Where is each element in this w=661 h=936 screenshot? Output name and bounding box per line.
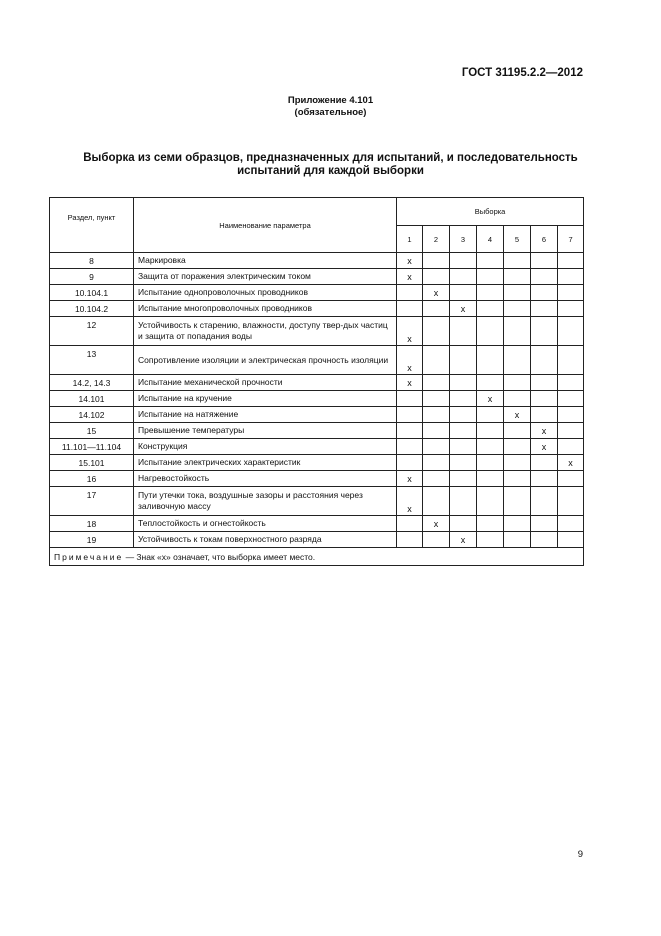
sample-cell	[504, 285, 531, 301]
sample-mark: x	[397, 269, 423, 285]
sample-cell	[531, 301, 558, 317]
sample-cell	[558, 301, 584, 317]
sample-cell	[423, 471, 450, 487]
sample-cell	[531, 317, 558, 346]
standard-designation: ГОСТ 31195.2.2—2012	[461, 67, 583, 79]
sample-cell	[477, 407, 504, 423]
section-cell: 8	[50, 253, 134, 269]
section-cell: 11.101—11.104	[50, 439, 134, 455]
sample-cell	[504, 455, 531, 471]
sample-cell	[531, 516, 558, 532]
header-sample: Выборка	[397, 198, 584, 226]
table-note	[50, 548, 584, 566]
sample-cell	[504, 375, 531, 391]
sample-cell	[558, 253, 584, 269]
sample-cell	[423, 253, 450, 269]
sample-cell	[531, 253, 558, 269]
sample-cell	[531, 471, 558, 487]
note-row	[50, 548, 584, 566]
sample-cell	[397, 532, 423, 548]
table-row	[50, 301, 584, 317]
table-row	[50, 375, 584, 391]
sample-cell	[558, 487, 584, 516]
parameter-cell: Устойчивость к токам поверхностного разряда	[134, 532, 397, 548]
sample-mark: x	[504, 407, 531, 423]
table-row	[50, 285, 584, 301]
header-sample-number: 2	[423, 226, 450, 253]
header-parameter: Наименование параметра	[134, 198, 397, 253]
sample-cell	[397, 439, 423, 455]
sample-cell	[423, 487, 450, 516]
parameter-cell: Маркировка	[134, 253, 397, 269]
sample-cell	[450, 346, 477, 375]
sample-cell	[397, 423, 423, 439]
table-row	[50, 471, 584, 487]
header-section: Раздел, пункт	[50, 198, 134, 253]
sample-cell	[450, 285, 477, 301]
sample-cell	[477, 269, 504, 285]
samples-table	[49, 197, 584, 566]
sample-cell	[477, 516, 504, 532]
section-cell: 12	[50, 317, 134, 346]
sample-cell	[477, 346, 504, 375]
parameter-cell: Испытание на натяжение	[134, 407, 397, 423]
sample-mark: x	[423, 285, 450, 301]
parameter-cell: Испытание многопроволочных проводников	[134, 301, 397, 317]
table-row	[50, 516, 584, 532]
sample-cell	[531, 269, 558, 285]
section-cell: 15	[50, 423, 134, 439]
section-cell: 17	[50, 487, 134, 516]
sample-cell	[504, 269, 531, 285]
sample-cell	[477, 375, 504, 391]
sample-cell	[450, 375, 477, 391]
sample-cell	[504, 487, 531, 516]
sample-cell	[477, 532, 504, 548]
sample-mark: x	[450, 301, 477, 317]
sample-cell	[477, 455, 504, 471]
table-row	[50, 346, 584, 375]
sample-cell	[477, 487, 504, 516]
note-label: Примечание	[54, 551, 124, 562]
sample-cell	[477, 471, 504, 487]
sample-cell	[504, 346, 531, 375]
table-row	[50, 317, 584, 346]
parameter-cell: Испытание однопроволочных проводников	[134, 285, 397, 301]
sample-cell	[477, 423, 504, 439]
sample-cell	[531, 375, 558, 391]
sample-cell	[558, 516, 584, 532]
parameter-cell: Испытание электрических характеристик	[134, 455, 397, 471]
sample-mark: x	[477, 391, 504, 407]
sample-cell	[423, 391, 450, 407]
table-row	[50, 439, 584, 455]
sample-cell	[504, 253, 531, 269]
table-row	[50, 455, 584, 471]
sample-cell	[504, 471, 531, 487]
sample-cell	[423, 455, 450, 471]
sample-cell	[558, 423, 584, 439]
table-row	[50, 487, 584, 516]
section-cell: 14.2, 14.3	[50, 375, 134, 391]
note-text: — Знак «х» означает, что выборка имеет место.	[123, 551, 316, 562]
sample-cell	[450, 471, 477, 487]
sample-mark: x	[397, 253, 423, 269]
section-cell: 19	[50, 532, 134, 548]
sample-cell	[423, 423, 450, 439]
table-row	[50, 407, 584, 423]
sample-cell	[423, 317, 450, 346]
table-row	[50, 253, 584, 269]
parameter-cell: Конструкция	[134, 439, 397, 455]
table-row	[50, 423, 584, 439]
sample-cell	[531, 407, 558, 423]
sample-cell	[423, 532, 450, 548]
sample-cell	[450, 317, 477, 346]
header-sample-number: 3	[450, 226, 477, 253]
section-cell: 9	[50, 269, 134, 285]
sample-cell	[397, 285, 423, 301]
sample-mark: x	[531, 423, 558, 439]
parameter-cell: Устойчивость к старению, влажности, доступу твер-дых частиц и защита от попадания воды	[134, 317, 397, 346]
sample-cell	[504, 532, 531, 548]
sample-cell	[397, 407, 423, 423]
sample-cell	[450, 516, 477, 532]
sample-cell	[531, 487, 558, 516]
section-cell: 10.104.1	[50, 285, 134, 301]
section-cell: 18	[50, 516, 134, 532]
document-title	[0, 152, 661, 178]
header-sample-number: 6	[531, 226, 558, 253]
sample-cell	[423, 301, 450, 317]
sample-cell	[397, 455, 423, 471]
table-row	[50, 532, 584, 548]
parameter-cell: Защита от поражения электрическим током	[134, 269, 397, 285]
sample-cell	[558, 346, 584, 375]
sample-cell	[504, 317, 531, 346]
parameter-cell: Пути утечки тока, воздушные зазоры и расстояния через заливочную массу	[134, 487, 397, 516]
table-row	[50, 391, 584, 407]
sample-cell	[558, 269, 584, 285]
sample-cell	[450, 407, 477, 423]
sample-cell	[558, 391, 584, 407]
title-line-2: испытаний для каждой выборки	[237, 165, 424, 177]
title-line-1: Выборка из семи образцов, предназначенных для испытаний, и последовательность	[83, 152, 578, 164]
section-cell: 14.102	[50, 407, 134, 423]
sample-mark: x	[397, 487, 423, 516]
sample-cell	[558, 471, 584, 487]
section-cell: 16	[50, 471, 134, 487]
sample-cell	[558, 407, 584, 423]
sample-cell	[450, 253, 477, 269]
sample-cell	[504, 423, 531, 439]
sample-cell	[397, 516, 423, 532]
sample-mark: x	[397, 471, 423, 487]
sample-cell	[397, 301, 423, 317]
section-cell: 10.104.2	[50, 301, 134, 317]
sample-cell	[504, 439, 531, 455]
sample-cell	[450, 391, 477, 407]
sample-cell	[558, 439, 584, 455]
annex-status: (обязательное)	[294, 107, 367, 118]
sample-cell	[477, 253, 504, 269]
page-number: 9	[577, 849, 583, 860]
sample-cell	[450, 439, 477, 455]
parameter-cell: Испытание механической прочности	[134, 375, 397, 391]
sample-cell	[450, 487, 477, 516]
header-sample-number: 1	[397, 226, 423, 253]
sample-cell	[423, 346, 450, 375]
section-cell: 15.101	[50, 455, 134, 471]
sample-cell	[450, 423, 477, 439]
sample-cell	[531, 285, 558, 301]
sample-mark: x	[558, 455, 584, 471]
header-sample-number: 7	[558, 226, 584, 253]
parameter-cell: Превышение температуры	[134, 423, 397, 439]
parameter-cell: Испытание на кручение	[134, 391, 397, 407]
sample-cell	[423, 439, 450, 455]
sample-cell	[531, 391, 558, 407]
section-cell: 14.101	[50, 391, 134, 407]
header-sample-number: 4	[477, 226, 504, 253]
sample-cell	[558, 375, 584, 391]
parameter-cell: Теплостойкость и огнестойкость	[134, 516, 397, 532]
sample-cell	[504, 516, 531, 532]
sample-cell	[423, 375, 450, 391]
sample-mark: x	[531, 439, 558, 455]
sample-cell	[477, 317, 504, 346]
annex-heading	[0, 95, 661, 119]
sample-mark: x	[397, 346, 423, 375]
sample-cell	[477, 439, 504, 455]
table-row	[50, 269, 584, 285]
sample-cell	[477, 285, 504, 301]
sample-cell	[558, 317, 584, 346]
sample-cell	[504, 391, 531, 407]
sample-mark: x	[450, 532, 477, 548]
sample-cell	[558, 285, 584, 301]
sample-cell	[423, 407, 450, 423]
annex-title: Приложение 4.101	[287, 95, 374, 106]
sample-cell	[531, 455, 558, 471]
sample-cell	[477, 301, 504, 317]
parameter-cell: Нагревостойкость	[134, 471, 397, 487]
sample-mark: x	[397, 375, 423, 391]
header-sample-number: 5	[504, 226, 531, 253]
sample-cell	[531, 346, 558, 375]
sample-cell	[450, 455, 477, 471]
section-cell: 13	[50, 346, 134, 375]
sample-mark: x	[397, 317, 423, 346]
sample-cell	[504, 301, 531, 317]
parameter-cell: Сопротивление изоляции и электрическая прочность изоляции	[134, 346, 397, 375]
sample-cell	[558, 532, 584, 548]
sample-cell	[397, 391, 423, 407]
sample-cell	[531, 532, 558, 548]
sample-mark: x	[423, 516, 450, 532]
sample-cell	[423, 269, 450, 285]
sample-cell	[450, 269, 477, 285]
